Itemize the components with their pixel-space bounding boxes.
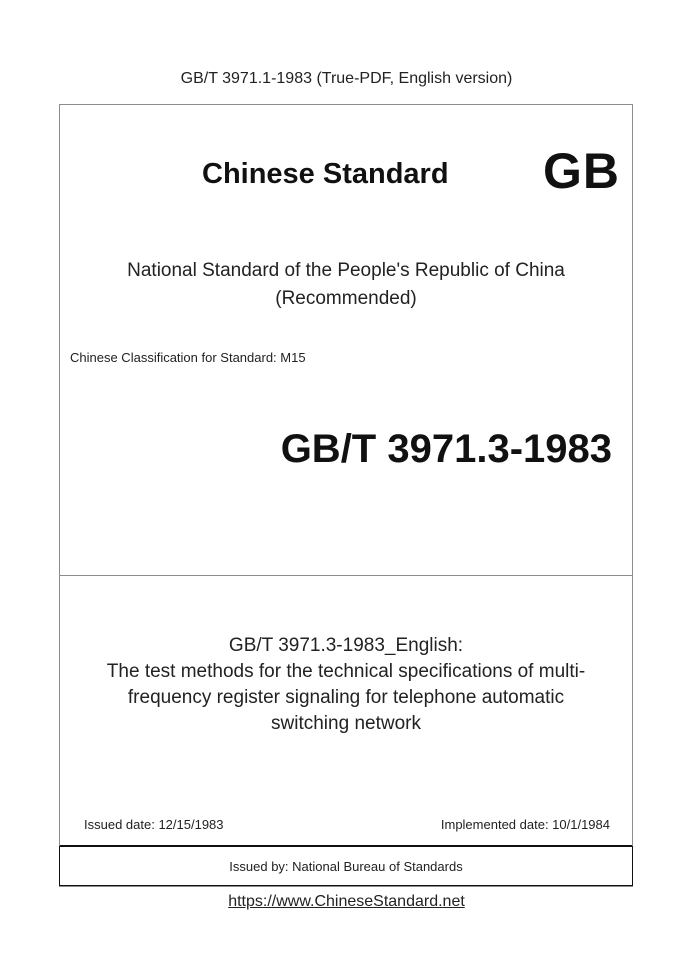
cover-top-section: [60, 105, 632, 576]
cover-title-section: [60, 576, 632, 846]
standard-label: Chinese Standard: [202, 158, 449, 190]
document-header-title: GB/T 3971.1-1983 (True-PDF, English version): [180, 70, 513, 87]
english-title-line: GB/T 3971.3-1983_English:: [228, 635, 464, 656]
issued-date: Issued date: 12/15/1983: [84, 817, 224, 832]
english-title: [70, 633, 622, 737]
issuer-section: [59, 846, 633, 886]
english-title-line: switching network: [271, 713, 421, 734]
english-title-line: frequency register signaling for telephone automatic: [127, 687, 565, 708]
standard-number: GB/T 3971.3-1983: [280, 427, 612, 471]
classification-line: Chinese Classification for Standard: M15: [70, 350, 306, 365]
national-standard-line: National Standard of the People's Republic of China: [127, 260, 565, 281]
recommended-line: (Recommended): [275, 288, 417, 309]
website-link[interactable]: https://www.ChineseStandard.net: [228, 893, 465, 910]
gb-mark: GB: [543, 143, 620, 199]
issuer-line: Issued by: National Bureau of Standards: [229, 859, 463, 874]
cover-frame: [59, 104, 633, 887]
english-title-line: The test methods for the technical specifications of multi-: [106, 661, 586, 682]
implemented-date: Implemented date: 10/1/1984: [440, 817, 610, 832]
